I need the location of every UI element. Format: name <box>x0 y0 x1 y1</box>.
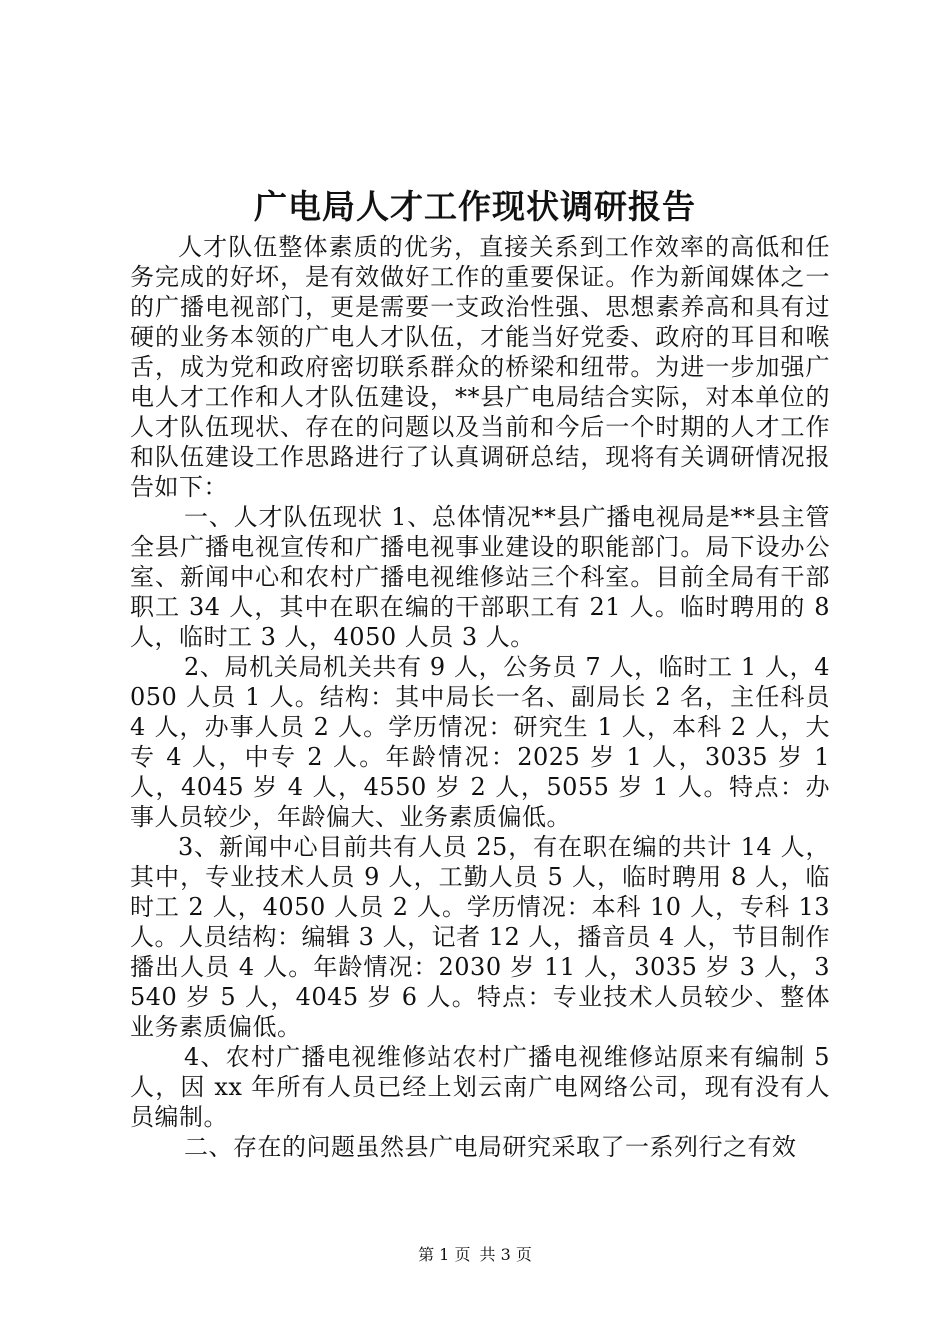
page-footer <box>0 1244 950 1266</box>
paragraph-section-1-item-3: 3、新闻中心目前共有人员 25，有在职在编的共计 14 人，其中，专业技术人员 9 人，工勤人员 5 人，临时聘用 8 人，临时工 2 人，4050 人员 2 人。学历情况：本科 10 人，专科 13 人。人员结构：编辑 3 人，记者 12 人，播音员 4 人，节目制作播出人员 4 人。年龄情况：2030 岁 11 人，3035 岁 3 人，3540 岁 5 人，4045 岁 6 人。特点：专业技术人员较少、整体业务素质偏低。 <box>130 833 830 1041</box>
paragraph-section-1-item-2: 2、局机关局机关共有 9 人，公务员 7 人，临时工 1 人，4050 人员 1 人。结构：其中局长一名、副局长 2 名，主任科员 4 人，办事人员 2 人。学历情况：研究生 1 人，本科 2 人，大专 4 人，中专 2 人。年龄情况：2025 岁 1 人，3035 岁 1 人，4045 岁 4 人，4550 岁 2 人，5055 岁 1 人。特点：办事人员较少，年龄偏大、业务素质偏低。 <box>130 653 830 831</box>
document-title: 广电局人才工作现状调研报告 <box>254 187 696 226</box>
paragraph-section-1: 一、人才队伍现状 1、总体情况**县广播电视局是**县主管全县广播电视宣传和广播电视事业建设的职能部门。局下设办公室、新闻中心和农村广播电视维修站三个科室。目前全局有干部职工 34 人，其中在职在编的干部职工有 21 人。临时聘用的 8 人，临时工 3 人，4050 人员 3 人。 <box>130 503 830 651</box>
document-body <box>130 232 830 1162</box>
paragraph-section-1-item-4: 4、农村广播电视维修站农村广播电视维修站原来有编制 5 人，因 xx 年所有人员已经上划云南广电网络公司，现有没有人员编制。 <box>130 1043 830 1131</box>
page-number: 第 1 页 <box>418 1245 471 1264</box>
page-total: 共 3 页 <box>479 1245 532 1264</box>
paragraph-section-2: 二、存在的问题虽然县广电局研究采取了一系列行之有效 <box>184 1133 797 1161</box>
paragraph-intro: 人才队伍整体素质的优劣，直接关系到工作效率的高低和任务完成的好坏，是有效做好工作的重要保证。作为新闻媒体之一的广播电视部门，更是需要一支政治性强、思想素养高和具有过硬的业务本领的广电人才队伍，才能当好党委、政府的耳目和喉舌，成为党和政府密切联系群众的桥梁和纽带。为进一步加强广电人才工作和人才队伍建设，**县广电局结合实际，对本单位的人才队伍现状、存在的问题以及当前和今后一个时期的人才工作和队伍建设工作思路进行了认真调研总结，现将有关调研情况报告如下： <box>130 233 830 501</box>
